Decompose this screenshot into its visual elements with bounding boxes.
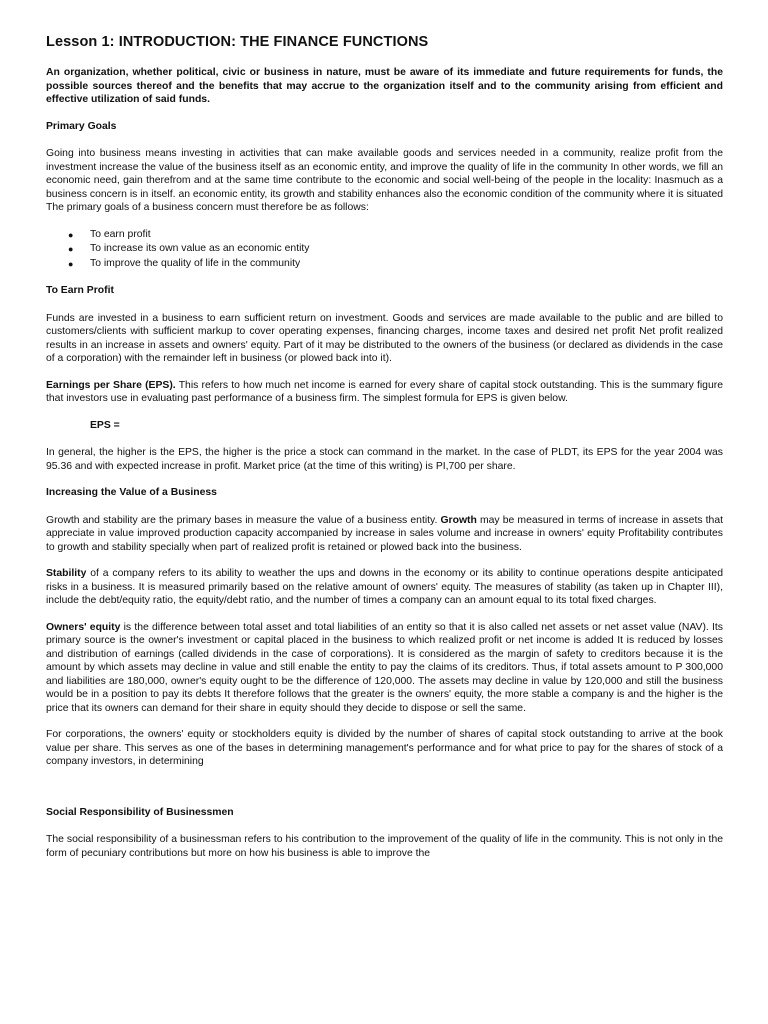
goal-text: To improve the quality of life in the community (90, 257, 301, 269)
growth-intro: Growth and stability are the primary bases in measure the value of a business entity. (46, 514, 441, 526)
heading-to-earn-profit: To Earn Profit (46, 285, 114, 296)
stability-paragraph (46, 567, 723, 608)
bullet-icon: ● (68, 229, 74, 240)
eps-description: This refers to how much net income is earned for every share of capital stock outstanding. This is the summary figure that investors use in evaluating past performance of a business firm. The simplest formula for EPS is given below. (46, 379, 723, 404)
growth-paragraph (46, 514, 723, 555)
heading-social-responsibility: Social Responsibility of Businessmen (46, 806, 234, 818)
section-spacer (46, 782, 723, 806)
eps-formula: EPS = (90, 419, 120, 431)
owners-equity-term: Owners' equity (46, 621, 121, 633)
growth-description: may be measured in terms of increase in assets that appreciate in value improved production capacity accompanied by increase in sales volume and increase in owners' equity Profitability contributes to growth and stability specially when part of realized profit is retained or plowed back into the business. (46, 514, 723, 553)
list-item (46, 228, 723, 243)
stability-description: of a company refers to its ability to weather the ups and downs in the economy or its ability to continue operations despite anticipated risks in a business. It is measured primarily based on the relative amount of owners' equity. The measures of stability (as taken up in Chapter III), include the debt/equity ratio, the equity/debt ratio, and the number of times a company can an amount equal to its total fixed charges. (46, 568, 723, 606)
eps-paragraph (46, 379, 723, 406)
corporations-paragraph: For corporations, the owners' equity or stockholders equity is divided by the number of shares of capital stock outstanding to arrive at the book value per share. This serves as one of the bases in determining management's performance and for what price to pay for the shares of stock of a company investors, in determining (46, 729, 723, 767)
document-page (46, 34, 723, 873)
goals-list (46, 228, 723, 272)
primary-goals-paragraph: Going into business means investing in activities that can make available goods and services needed in a community, realize profit from the investment increase the value of the business itself as an economic entity, and improve the quality of life in the community In other words, we fill an economic need, gain therefrom and at the same time contribute to the economic and social well-being of the people in the locality: Inasmuch as a business concern is in itself. an economic entity, its growth and stability enhances also the economic condition of the community where it is situated The primary goals of a business concern must therefore be as follows: (46, 148, 723, 213)
intro-paragraph: An organization, whether political, civic or business in nature, must be aware of its immediate and future requirements for funds, the possible sources thereof and the benefits that may accrue to the organization itself and to the community arising from efficient and effective utilization of said funds. (46, 67, 723, 105)
bullet-icon: ● (68, 258, 74, 269)
stability-term: Stability (46, 568, 87, 579)
eps-term: Earnings per Share (EPS). (46, 379, 176, 391)
list-item (46, 242, 723, 257)
bullet-icon: ● (68, 244, 74, 254)
list-item (46, 257, 723, 272)
social-responsibility-paragraph: The social responsibility of a businessman refers to his contribution to the improvement of the quality of life in the community. This is not only in the form of pecuniary contributions but more on how his business is able to improve the (46, 834, 723, 859)
earn-profit-paragraph: Funds are invested in a business to earn sufficient return on investment. Goods and services are made available to the public and are billed to customers/clients with sufficient markup to cover operating expenses, financing charges, income taxes and desired net profit Net profit realized results in an increase in assets and owners' equity. Part of it may be distributed to the owners of the business (or declared as dividends in the case of a corporation) with the remainder left in business (or plowed back into it). (46, 312, 723, 364)
owners-equity-description: is the difference between total asset and total liabilities of an entity so that it is also called net assets or net asset value (NAV). Its primary source is the owner's investment or capital placed in the business to which realized profit or net income is added It is reduced by losses and distribution of earnings (called dividends in the case of corporations). It is considered as the margin of safety to creditors because it is the amount by which assets may decline in value and still enable the entity to pay the claims of its creditors. Thus, if total assets amount to P 300,000 and liabilities are 180,000, owner's equity ought to be the difference of 120,000. The assets may decline in value by 120,000 and still the business would be in a position to pay its debts It therefore follows that the greater is the owners' equity, the more stable a company is and the higher is the price that its owners can demand for their share in equity should they decide to dispose or sell the same. (46, 621, 723, 714)
goal-text: To earn profit (90, 228, 151, 240)
eps-market-paragraph: In general, the higher is the EPS, the higher is the price a stock can command in the market. In the case of PLDT, its EPS for the year 2004 was 95.36 and with expected increase in profit. Market price (at the time of this writing) is PI,700 per share. (46, 447, 723, 472)
page-title: Lesson 1: INTRODUCTION: THE FINANCE FUNCTIONS (46, 34, 429, 50)
owners-equity-paragraph (46, 621, 723, 716)
goal-text: To increase its own value as an economic entity (90, 243, 310, 254)
heading-increasing-value: Increasing the Value of a Business (46, 487, 217, 498)
growth-term: Growth (440, 514, 477, 526)
heading-primary-goals: Primary Goals (46, 120, 117, 132)
